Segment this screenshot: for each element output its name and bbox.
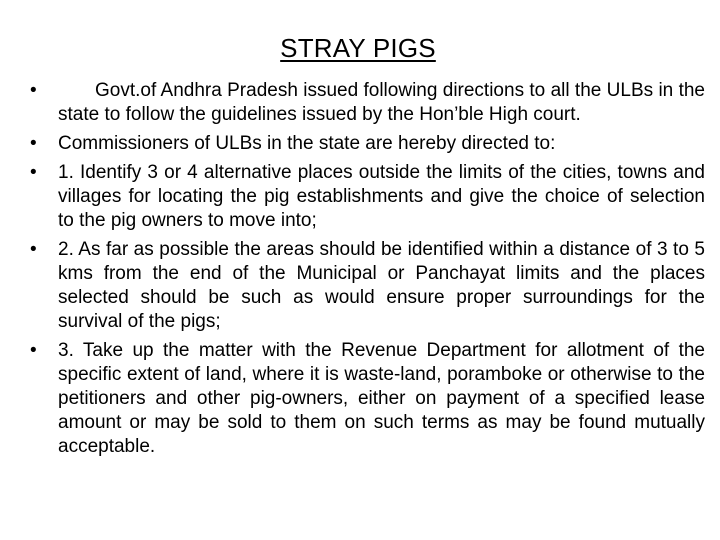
bullet-text: Govt.of Andhra Pradesh issued following directions to all the ULBs in the state to follow the guidelines issued by the Hon’ble High court. [58, 80, 705, 125]
slide-title: STRAY PIGS [280, 33, 436, 63]
bullet-text: 2. As far as possible the areas should be identified within a distance of 3 to 5 kms from the end of the Municipal or Panchayat limits and the places selected should be such as would ensure proper surroundings for the survival of the pigs; [58, 239, 705, 332]
bullet-item-govt-directions [30, 79, 705, 127]
bullet-icon: • [30, 80, 37, 101]
bullet-icon: • [30, 133, 37, 154]
bullet-text: Commissioners of ULBs in the state are hereby directed to: [58, 133, 556, 154]
bullet-item-revenue-department [30, 339, 705, 459]
bullet-icon: • [30, 239, 37, 260]
bullet-item-identify-places [30, 161, 705, 233]
bullet-icon: • [30, 340, 37, 361]
bullet-text: 1. Identify 3 or 4 alternative places outside the limits of the cities, towns and villages for locating the pig establishments and give the choice of selection to the pig owners to move into; [58, 162, 705, 231]
bullet-item-distance-limits [30, 238, 705, 334]
bullet-text: 3. Take up the matter with the Revenue Department for allotment of the specific extent of land, where it is waste-land, poramboke or otherwise to the petitioners and other pig-owners, either on payment of a specified lease amount or may be sold to them on such terms as may be found mutually acceptable. [58, 340, 705, 457]
bullet-item-commissioners [30, 132, 705, 156]
bullet-icon: • [30, 162, 37, 183]
bullet-list [30, 79, 705, 464]
